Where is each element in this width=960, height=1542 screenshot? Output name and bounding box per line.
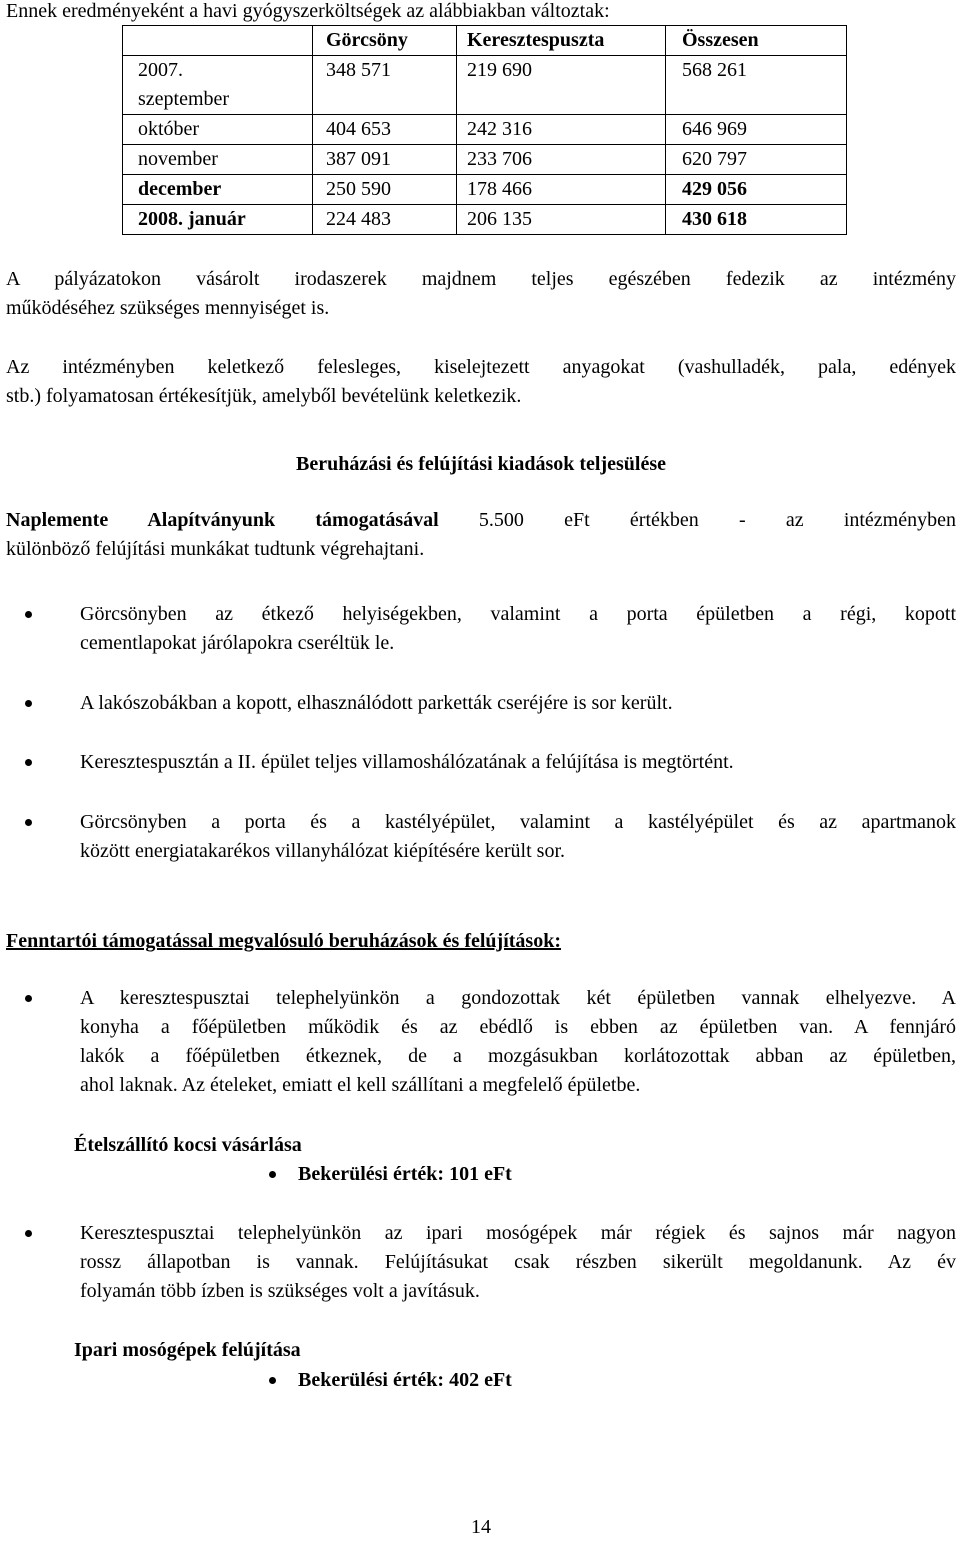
total-cell: 430 618: [666, 205, 847, 235]
bullet-icon: [25, 995, 32, 1002]
month-cell: október: [123, 115, 313, 145]
table-header-row: [123, 26, 847, 56]
list-item-line: Keresztespusztai telephelyünkön az ipari mosógépek már régiek és sajnos már nagyon: [80, 1222, 956, 1244]
list-item-line: Görcsönyben a porta és a kastélyépület, valamint a kastélyépület és az apartmanok: [80, 811, 956, 833]
bullet-icon: [25, 700, 32, 707]
cost-text: Bekerülési érték: 101 eFt: [298, 1163, 512, 1185]
value-cell: 206 135: [457, 205, 666, 235]
table-row: [123, 175, 847, 205]
section-heading-maintainer: Fenntartói támogatással megvalósuló beruházások és felújítások:: [6, 930, 561, 952]
subheading-laundry-machines: Ipari mosógépek felújítása: [74, 1339, 301, 1361]
header-cell: [123, 26, 313, 56]
value-cell: 250 590: [313, 175, 457, 205]
foundation-name: Naplemente Alapítványunk támogatásával: [6, 509, 439, 531]
subheading-food-vehicle: Ételszállító kocsi vásárlása: [74, 1134, 302, 1156]
list-item-line: konyha a főépületben működik és az ebédlő is ebben az épületben van. A fennjáró: [80, 1016, 956, 1038]
value-cell: 242 316: [457, 115, 666, 145]
list-item-line: folyamán több ízben is szükséges volt a javításuk.: [80, 1280, 480, 1302]
value-cell: 224 483: [313, 205, 457, 235]
value-cell: 404 653: [313, 115, 457, 145]
list-item: [80, 808, 956, 866]
month-line: 2007.: [138, 59, 183, 81]
list-item: [80, 1219, 956, 1306]
cost-text: Bekerülési érték: 402 eFt: [298, 1369, 512, 1391]
list-item-line: lakók a főépületben étkeznek, de a mozgásukban korlátozottak abban az épületben,: [80, 1045, 956, 1067]
month-cell: december: [123, 175, 313, 205]
paragraph-line: [6, 506, 956, 535]
bullet-icon: [269, 1171, 276, 1178]
paragraph-foundation: [6, 506, 956, 564]
total-cell: 620 797: [666, 145, 847, 175]
list-item-line: Keresztespusztán a II. épület teljes villamoshálózatának a felújítása is megtörtént.: [80, 751, 734, 773]
header-cell: Összesen: [666, 26, 847, 56]
foundation-amount-text: 5.500 eFt értékben - az intézményben: [438, 509, 956, 531]
paragraph-office-supplies: [6, 265, 956, 323]
header-cell: Keresztespuszta: [457, 26, 666, 56]
total-cell: 568 261: [666, 56, 847, 115]
paragraph-line: stb.) folyamatosan értékesítjük, amelyből bevételünk keletkezik.: [6, 385, 522, 407]
paragraph-line: működéséhez szükséges mennyiséget is.: [6, 297, 330, 319]
list-item-line: ahol laknak. Az ételeket, emiatt el kell szállítani a megfelelő épületbe.: [80, 1074, 641, 1096]
value-cell: 178 466: [457, 175, 666, 205]
bullet-icon: [25, 819, 32, 826]
cost-item-laundry-machines: [298, 1366, 512, 1395]
list-item-line: cementlapokat járólapokra cseréltük le.: [80, 632, 395, 654]
month-line: szeptember: [138, 88, 230, 110]
list-item: [80, 600, 956, 658]
section-heading-investments: Beruházási és felújítási kiadások teljesülése: [296, 453, 666, 475]
month-cell: november: [123, 145, 313, 175]
paragraph-line: Az intézményben keletkező felesleges, kiselejtezett anyagokat (vashulladék, pala, edények: [6, 356, 956, 378]
cost-item-food-vehicle: [298, 1160, 512, 1189]
table-row: [123, 56, 847, 115]
value-cell: 219 690: [457, 56, 666, 115]
page-number: 14: [471, 1516, 491, 1538]
bullet-icon: [25, 611, 32, 618]
table-row: [123, 115, 847, 145]
value-cell: 387 091: [313, 145, 457, 175]
month-cell: [123, 56, 313, 115]
table-row: [123, 205, 847, 235]
intro-text: Ennek eredményeként a havi gyógyszerköltségek az alábbiakban változtak:: [6, 0, 610, 22]
paragraph-line: A pályázatokon vásárolt irodaszerek majdnem teljes egészében fedezik az intézmény: [6, 268, 956, 290]
table-row: [123, 145, 847, 175]
month-cell: 2008. január: [123, 205, 313, 235]
list-item: [80, 748, 956, 777]
header-cell: Görcsöny: [313, 26, 457, 56]
bullet-icon: [25, 759, 32, 766]
list-item: [80, 689, 956, 718]
total-cell: 429 056: [666, 175, 847, 205]
medication-cost-table: [122, 25, 847, 235]
value-cell: 233 706: [457, 145, 666, 175]
bullet-icon: [25, 1230, 32, 1237]
value-cell: 348 571: [313, 56, 457, 115]
paragraph-waste-sales: [6, 353, 956, 411]
list-item-line: A keresztespusztai telephelyünkön a gondozottak két épületben vannak elhelyezve. A: [80, 987, 956, 1009]
paragraph-line: különböző felújítási munkákat tudtunk végrehajtani.: [6, 538, 425, 560]
list-item-line: rossz állapotban is vannak. Felújításukat csak részben sikerült megoldanunk. Az év: [80, 1251, 956, 1273]
list-item-line: között energiatakarékos villanyhálózat kiépítésére került sor.: [80, 840, 566, 862]
total-cell: 646 969: [666, 115, 847, 145]
list-item: [80, 984, 956, 1100]
list-item-line: A lakószobákban a kopott, elhasználódott parketták cseréjére is sor került.: [80, 692, 673, 714]
list-item-line: Görcsönyben az étkező helyiségekben, valamint a porta épületben a régi, kopott: [80, 603, 956, 625]
bullet-icon: [269, 1377, 276, 1384]
